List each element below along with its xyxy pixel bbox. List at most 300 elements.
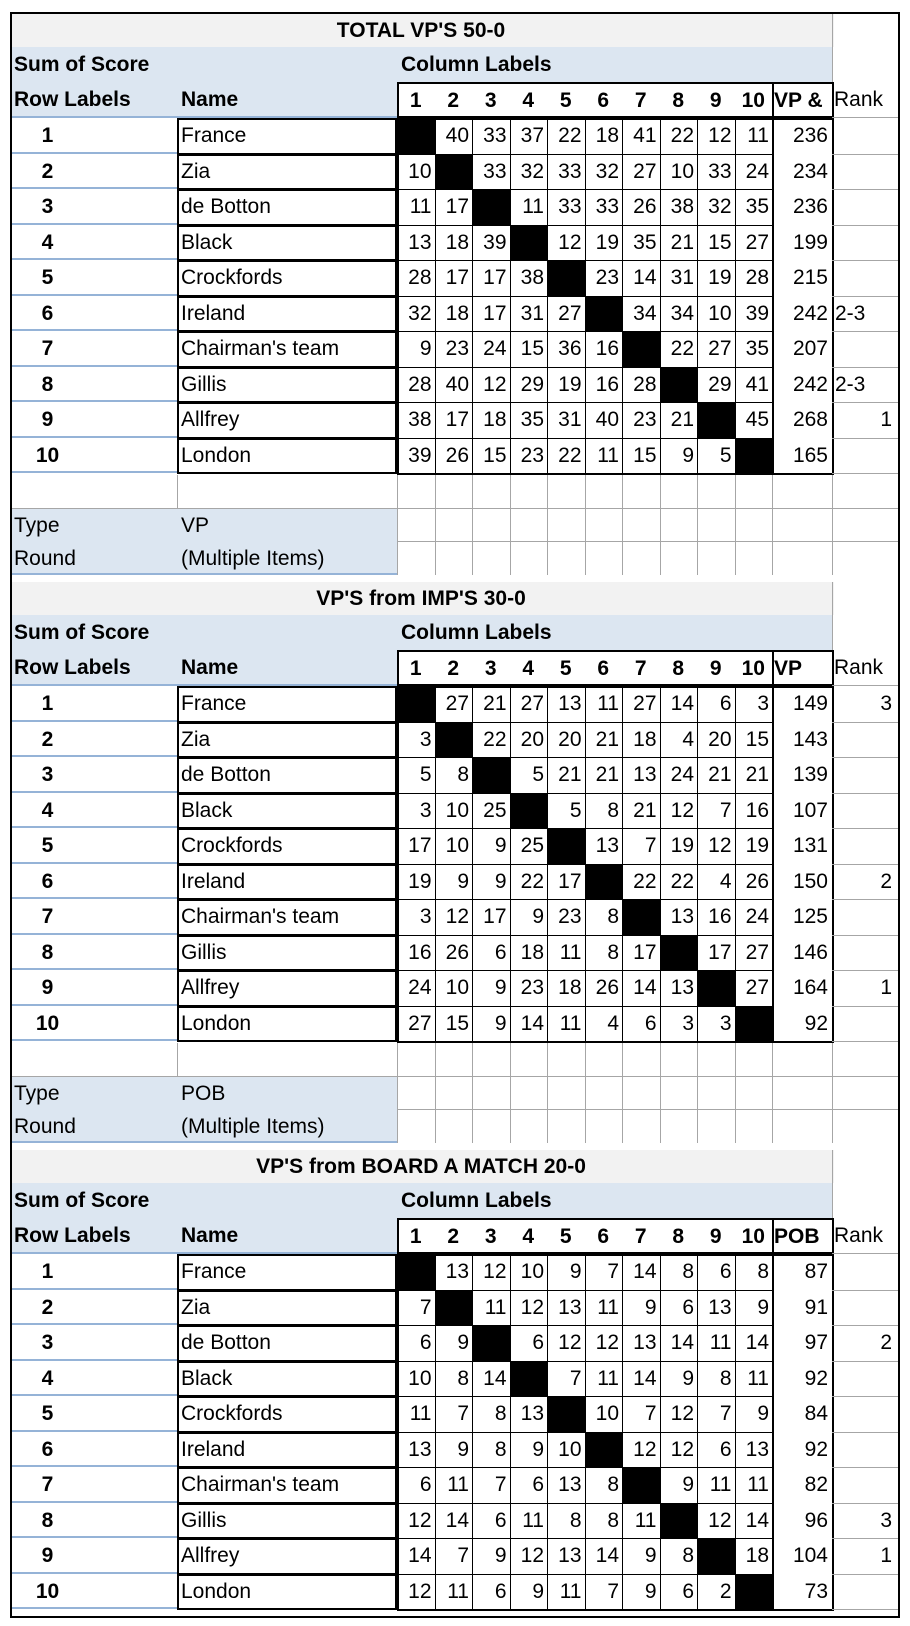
score-cell: 18 <box>445 230 469 254</box>
team-name: France <box>181 124 247 148</box>
row-labels-label: Row Labels <box>14 88 131 111</box>
score-cell: 33 <box>483 159 507 183</box>
score-cell: 28 <box>633 372 657 396</box>
row-number: 4 <box>41 798 54 822</box>
score-cell: 6 <box>419 1331 432 1355</box>
rank-gridline <box>832 367 898 368</box>
type-filter-value: POB <box>181 1082 226 1105</box>
score-cell: 17 <box>483 266 507 290</box>
score-cell: 14 <box>445 1508 469 1532</box>
score-cell: 22 <box>670 337 694 361</box>
score-cell: 7 <box>607 1260 619 1284</box>
score-cell: 29 <box>520 372 544 396</box>
rank-cell <box>832 1290 898 1326</box>
rank-cell: 1 <box>880 408 892 432</box>
score-cell: 34 <box>633 301 657 325</box>
score-cell: 9 <box>644 1579 657 1603</box>
gap-gridline <box>660 1043 661 1143</box>
column-number-2: 2 <box>447 88 460 112</box>
column-number-3: 3 <box>484 88 497 112</box>
score-cell: 32 <box>520 159 544 183</box>
score-cell: 4 <box>607 1011 619 1035</box>
score-cell: 10 <box>445 834 469 858</box>
score-cell: 7 <box>569 1366 582 1390</box>
score-cell: 11 <box>447 1579 469 1603</box>
score-cell: 31 <box>558 408 582 432</box>
score-cell: 17 <box>633 940 657 964</box>
score-cell: 33 <box>708 159 732 183</box>
row-number: 5 <box>41 1402 54 1426</box>
score-grid-box <box>397 1254 834 1611</box>
total-vp-cell: 84 <box>804 1402 828 1426</box>
score-cell: 8 <box>457 763 469 787</box>
score-cell: 8 <box>494 1437 507 1461</box>
score-cell: 11 <box>709 1473 732 1497</box>
column-number-2: 2 <box>447 656 460 680</box>
row-number: 8 <box>41 940 54 964</box>
total-vp-cell: 107 <box>792 798 828 822</box>
score-cell: 17 <box>483 905 507 929</box>
score-cell: 9 <box>757 1402 769 1426</box>
team-name: de Botton <box>181 1331 271 1355</box>
total-vp-cell: 139 <box>792 763 828 787</box>
rank-cell <box>832 1361 898 1397</box>
score-cell: 9 <box>532 1437 544 1461</box>
team-name: London <box>181 1011 252 1035</box>
rank-gridline <box>832 1609 898 1610</box>
score-cell: 13 <box>633 1331 657 1355</box>
rank-gridline <box>832 473 898 474</box>
score-cell: 15 <box>633 443 657 467</box>
score-cell: 32 <box>408 301 432 325</box>
score-cell: 13 <box>408 230 432 254</box>
gap-gridline <box>697 1043 698 1143</box>
rank-gridline <box>832 1396 898 1397</box>
score-cell: 9 <box>757 1295 769 1319</box>
score-cell: 22 <box>670 869 694 893</box>
column-number-1: 1 <box>409 88 422 112</box>
score-cell: 12 <box>670 798 694 822</box>
row-labels-label: Row Labels <box>14 1224 131 1247</box>
score-cell: 16 <box>595 372 619 396</box>
score-cell: 8 <box>719 1366 732 1390</box>
rank-gridline <box>832 1041 898 1042</box>
score-cell: 9 <box>682 443 694 467</box>
rank-cell <box>832 899 898 935</box>
score-cell: 8 <box>457 1366 469 1390</box>
score-cell: 6 <box>532 1473 544 1497</box>
score-cell: 24 <box>745 905 769 929</box>
score-cell: 26 <box>445 443 469 467</box>
total-vp-cell: 242 <box>792 372 828 396</box>
sum-of-score-label: Sum of Score <box>14 621 150 644</box>
score-cell: 38 <box>408 408 432 432</box>
rank-cell <box>832 935 898 971</box>
score-cell: 24 <box>745 159 769 183</box>
score-cell: 11 <box>597 1366 619 1390</box>
score-cell: 11 <box>484 1295 507 1319</box>
score-cell: 27 <box>633 692 657 716</box>
team-name: France <box>181 692 247 716</box>
score-cell: 21 <box>595 727 619 751</box>
row-number: 4 <box>41 230 54 254</box>
score-cell: 40 <box>445 372 469 396</box>
score-cell: 39 <box>408 443 432 467</box>
gap-gridline <box>510 475 511 575</box>
column-number-10: 10 <box>741 656 765 680</box>
team-name: Black <box>181 798 233 822</box>
score-cell: 16 <box>595 337 619 361</box>
column-number-1: 1 <box>409 1224 422 1248</box>
score-cell: 15 <box>708 230 732 254</box>
score-cell: 32 <box>595 159 619 183</box>
score-cell: 5 <box>419 763 432 787</box>
row-number: 10 <box>35 1579 60 1603</box>
sheet-border-right <box>898 12 900 1618</box>
score-cell: 6 <box>682 1579 694 1603</box>
column-number-10: 10 <box>741 1224 765 1248</box>
score-cell: 6 <box>719 1437 732 1461</box>
score-cell: 10 <box>408 159 432 183</box>
total-vp-cell: 199 <box>792 230 828 254</box>
row-number: 5 <box>41 266 54 290</box>
score-cell: 9 <box>532 1579 544 1603</box>
rank-cell <box>832 757 898 793</box>
score-cell: 11 <box>747 124 769 148</box>
rank-gridline <box>832 331 898 332</box>
rank-gridline <box>832 296 898 297</box>
score-cell: 17 <box>445 195 469 219</box>
team-name: Ireland <box>181 1437 246 1461</box>
score-cell: 26 <box>595 976 619 1000</box>
sheet-border-bottom <box>10 1616 900 1618</box>
gap-gridline <box>622 1043 623 1143</box>
rank-gridline <box>832 1253 898 1254</box>
total-vp-cell: 143 <box>792 727 828 751</box>
gap-gridline <box>547 475 548 575</box>
score-cell: 23 <box>445 337 469 361</box>
score-cell: 9 <box>644 1544 657 1568</box>
rank-gridline <box>832 935 898 936</box>
score-cell: 27 <box>745 976 769 1000</box>
gap-gridline <box>177 1043 178 1076</box>
score-cell: 14 <box>633 266 657 290</box>
score-cell: 5 <box>532 763 544 787</box>
gap-gridline <box>177 475 178 508</box>
column-number-8: 8 <box>672 656 685 680</box>
score-cell: 33 <box>558 195 582 219</box>
score-cell: 19 <box>670 834 694 858</box>
rank-cell <box>832 189 898 225</box>
score-cell: 14 <box>483 1366 507 1390</box>
rank-gridline <box>832 225 898 226</box>
rank-cell: 1 <box>880 1544 892 1568</box>
score-cell: 6 <box>494 1579 507 1603</box>
team-name: Ireland <box>181 301 246 325</box>
team-name: Crockfords <box>181 266 283 290</box>
score-cell: 21 <box>483 692 507 716</box>
score-cell: 7 <box>644 1402 657 1426</box>
title-rank-gridline <box>832 14 833 47</box>
score-cell: 11 <box>559 1011 582 1035</box>
column-number-6: 6 <box>597 88 610 112</box>
row-number: 5 <box>41 834 54 858</box>
score-cell: 14 <box>670 1331 694 1355</box>
score-cell: 12 <box>708 834 732 858</box>
score-cell: 20 <box>558 727 582 751</box>
score-cell: 17 <box>408 834 432 858</box>
score-cell: 21 <box>558 763 582 787</box>
score-cell: 7 <box>457 1544 469 1568</box>
row-labels-label: Row Labels <box>14 656 131 679</box>
score-cell: 9 <box>494 1011 507 1035</box>
score-cell: 22 <box>670 124 694 148</box>
rank-cell: 2-3 <box>835 372 866 396</box>
column-header-box <box>397 1218 834 1254</box>
total-vp-cell: 242 <box>792 301 828 325</box>
total-header-divider <box>772 1218 774 1254</box>
score-cell: 33 <box>558 159 582 183</box>
column-number-9: 9 <box>709 656 722 680</box>
team-name: Crockfords <box>181 1402 283 1426</box>
column-labels-label: Column Labels <box>401 1189 552 1212</box>
row-number: 1 <box>41 124 54 148</box>
team-name: Black <box>181 230 233 254</box>
row-number: 9 <box>41 408 54 432</box>
rank-gridline <box>832 1432 898 1433</box>
score-cell: 12 <box>520 1544 544 1568</box>
score-cell: 35 <box>745 337 769 361</box>
score-cell: 11 <box>559 1579 582 1603</box>
column-labels-label: Column Labels <box>401 621 552 644</box>
score-cell: 10 <box>408 1366 432 1390</box>
score-cell: 12 <box>708 1508 732 1532</box>
gap-gridline <box>660 475 661 575</box>
score-cell: 21 <box>595 763 619 787</box>
team-name: Black <box>181 1366 233 1390</box>
score-cell: 13 <box>445 1260 469 1284</box>
rank-gridline <box>832 1503 898 1504</box>
rank-cell <box>832 438 898 474</box>
row-number: 8 <box>41 372 54 396</box>
column-number-3: 3 <box>484 656 497 680</box>
team-name: Gillis <box>181 940 227 964</box>
score-cell: 15 <box>445 1011 469 1035</box>
total-vp-cell: 91 <box>804 1295 828 1319</box>
row-number: 3 <box>41 763 54 787</box>
total-vp-cell: 73 <box>804 1579 828 1603</box>
score-cell: 37 <box>520 124 544 148</box>
rank-cell: 2 <box>880 1331 892 1355</box>
rank-cell: 2-3 <box>835 301 866 325</box>
score-grid-box <box>397 686 834 1043</box>
row-number: 6 <box>41 869 54 893</box>
score-cell: 12 <box>708 124 732 148</box>
gap-gridline <box>397 508 898 509</box>
column-header-box <box>397 650 834 686</box>
score-cell: 13 <box>708 1295 732 1319</box>
section-title: TOTAL VP'S 50-0 <box>336 19 506 42</box>
team-name: Zia <box>181 1295 211 1319</box>
column-number-4: 4 <box>522 656 535 680</box>
gap-gridline <box>397 1043 398 1143</box>
row-number: 2 <box>41 727 54 751</box>
score-cell: 6 <box>419 1473 432 1497</box>
column-number-5: 5 <box>559 88 572 112</box>
score-cell: 29 <box>708 372 732 396</box>
gap-gridline <box>397 1076 898 1077</box>
score-cell: 35 <box>745 195 769 219</box>
score-cell: 7 <box>719 1402 732 1426</box>
rank-gridline <box>832 438 898 439</box>
type-filter-value: VP <box>181 514 210 537</box>
score-cell: 22 <box>558 124 582 148</box>
score-cell: 20 <box>708 727 732 751</box>
score-cell: 38 <box>520 266 544 290</box>
rank-cell: 3 <box>880 1508 892 1532</box>
row-number: 7 <box>41 337 54 361</box>
score-cell: 13 <box>558 1544 582 1568</box>
rank-gridline <box>832 1325 898 1326</box>
score-cell: 18 <box>745 1544 769 1568</box>
score-cell: 22 <box>483 727 507 751</box>
score-cell: 41 <box>633 124 657 148</box>
team-name: France <box>181 1260 247 1284</box>
rank-cell <box>832 260 898 296</box>
score-cell: 31 <box>520 301 544 325</box>
total-column-divider <box>772 118 774 475</box>
score-cell: 19 <box>558 372 582 396</box>
score-cell: 11 <box>747 1366 769 1390</box>
gap-gridline <box>772 1043 773 1143</box>
score-cell: 12 <box>520 1295 544 1319</box>
score-cell: 12 <box>483 372 507 396</box>
row-number: 2 <box>41 159 54 183</box>
rank-cell <box>832 118 898 154</box>
rank-gridline <box>832 1290 898 1291</box>
score-cell: 13 <box>558 1473 582 1497</box>
rank-cell <box>832 154 898 190</box>
total-column-header: VP <box>774 656 803 680</box>
score-cell: 12 <box>558 230 582 254</box>
score-cell: 11 <box>409 1402 432 1426</box>
rank-gridline <box>832 402 898 403</box>
row-number: 6 <box>41 301 54 325</box>
total-column-header: VP & <box>774 88 823 112</box>
score-cell: 6 <box>644 1011 657 1035</box>
score-cell: 3 <box>419 798 432 822</box>
score-cell: 26 <box>633 195 657 219</box>
column-number-1: 1 <box>409 656 422 680</box>
score-cell: 21 <box>708 763 732 787</box>
team-name: Chairman's team <box>181 905 340 929</box>
gap-gridline <box>397 541 898 542</box>
score-cell: 6 <box>682 1295 694 1319</box>
rank-gridline <box>832 1538 898 1539</box>
score-cell: 19 <box>708 266 732 290</box>
score-cell: 27 <box>745 940 769 964</box>
rank-cell <box>832 225 898 261</box>
score-cell: 9 <box>682 1366 694 1390</box>
score-cell: 14 <box>670 692 694 716</box>
score-cell: 13 <box>558 1295 582 1319</box>
gap-gridline <box>435 475 436 575</box>
score-cell: 21 <box>633 798 657 822</box>
score-cell: 8 <box>757 1260 769 1284</box>
score-cell: 19 <box>595 230 619 254</box>
title-rank-gridline <box>832 582 833 615</box>
score-cell: 28 <box>408 372 432 396</box>
rank-gridline <box>832 117 898 118</box>
score-cell: 9 <box>494 869 507 893</box>
score-cell: 8 <box>607 798 619 822</box>
score-cell: 14 <box>745 1331 769 1355</box>
rank-gridline <box>832 1361 898 1362</box>
score-cell: 9 <box>532 905 544 929</box>
rank-gridline <box>832 1467 898 1468</box>
column-number-10: 10 <box>741 88 765 112</box>
score-cell: 25 <box>483 798 507 822</box>
total-vp-cell: 149 <box>792 692 828 716</box>
score-cell: 14 <box>633 1260 657 1284</box>
score-cell: 41 <box>745 372 769 396</box>
score-cell: 23 <box>520 976 544 1000</box>
total-header-divider <box>772 650 774 686</box>
score-cell: 11 <box>597 1295 619 1319</box>
gap-gridline <box>397 475 398 575</box>
total-vp-cell: 150 <box>792 869 828 893</box>
score-cell: 23 <box>595 266 619 290</box>
rank-gridline <box>832 260 898 261</box>
score-cell: 13 <box>670 905 694 929</box>
score-cell: 9 <box>644 1295 657 1319</box>
rank-cell <box>832 828 898 864</box>
column-number-8: 8 <box>672 1224 685 1248</box>
column-number-9: 9 <box>709 88 722 112</box>
score-cell: 17 <box>558 869 582 893</box>
score-cell: 13 <box>558 692 582 716</box>
rank-cell: 3 <box>880 692 892 716</box>
total-vp-cell: 236 <box>792 124 828 148</box>
column-number-5: 5 <box>559 656 572 680</box>
score-cell: 13 <box>745 1437 769 1461</box>
score-cell: 23 <box>558 905 582 929</box>
score-cell: 10 <box>708 301 732 325</box>
name-header: Name <box>181 88 239 111</box>
team-name: Crockfords <box>181 834 283 858</box>
score-cell: 3 <box>419 905 432 929</box>
score-cell: 14 <box>633 1366 657 1390</box>
score-cell: 24 <box>483 337 507 361</box>
score-cell: 4 <box>719 869 732 893</box>
score-cell: 5 <box>719 443 732 467</box>
team-name: Zia <box>181 159 211 183</box>
round-label: Round <box>14 547 76 570</box>
column-number-2: 2 <box>447 1224 460 1248</box>
score-cell: 2 <box>719 1579 732 1603</box>
score-cell: 11 <box>747 1473 769 1497</box>
total-vp-cell: 234 <box>792 159 828 183</box>
gap-gridline <box>832 1043 833 1143</box>
rank-gridline <box>832 154 898 155</box>
score-cell: 40 <box>445 124 469 148</box>
column-number-5: 5 <box>559 1224 572 1248</box>
score-cell: 9 <box>494 976 507 1000</box>
score-cell: 26 <box>745 869 769 893</box>
rank-gridline <box>832 899 898 900</box>
gap-gridline <box>832 475 833 575</box>
score-cell: 10 <box>670 159 694 183</box>
